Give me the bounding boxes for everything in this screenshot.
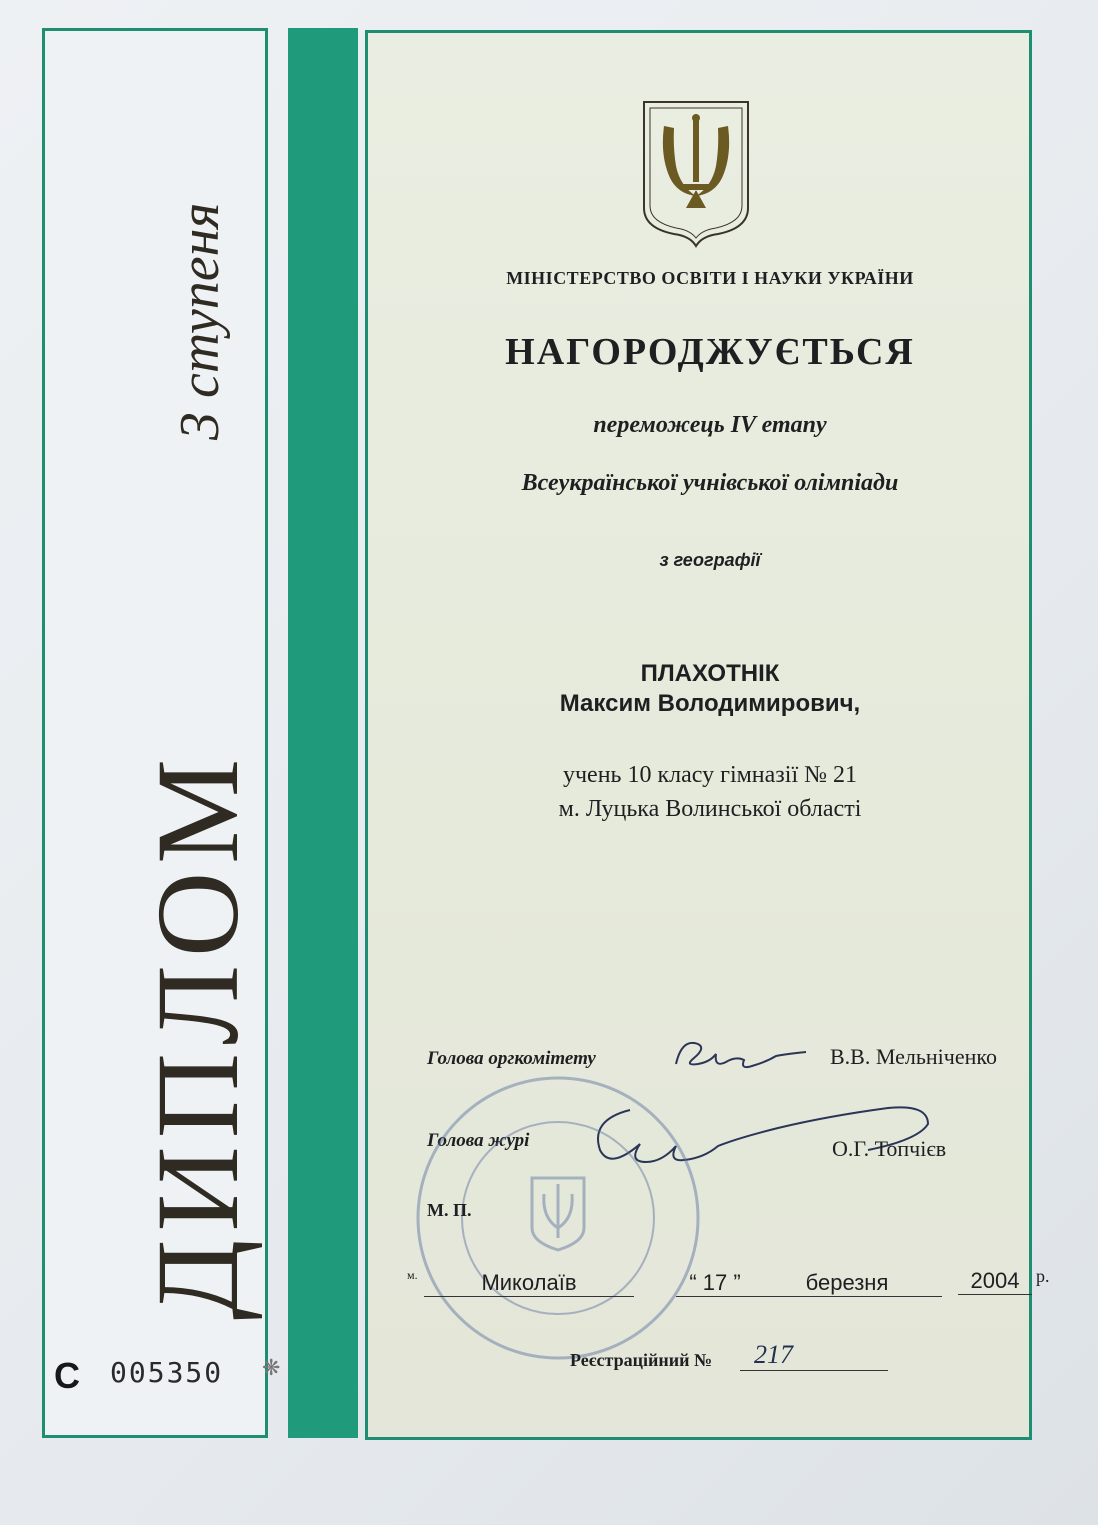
diploma-title: ДИПЛОМ xyxy=(132,750,263,1320)
green-stripe xyxy=(288,28,358,1438)
org-chair-label: Голова оргкомітету xyxy=(427,1048,596,1069)
recipient-surname: ПЛАХОТНІК xyxy=(640,660,780,687)
pupil-city-line: м. Луцька Волинської області xyxy=(558,796,862,822)
pupil-school-line: учень 10 класу гімназії № 21 xyxy=(562,762,858,788)
diploma-degree: 3 ступеня xyxy=(169,202,231,440)
city-field: Миколаїв xyxy=(424,1270,634,1297)
awarded-heading: НАГОРОДЖУЄТЬСЯ xyxy=(505,331,915,373)
subject-text: з географії xyxy=(659,550,761,570)
recipient-name: Максим Володимирович, xyxy=(559,690,861,717)
registration-label: Реєстраційний № xyxy=(570,1350,713,1370)
jury-chair-label: Голова журі xyxy=(427,1130,530,1151)
serial-number: 005350 xyxy=(110,1356,224,1389)
series-letter: С xyxy=(54,1355,80,1396)
city-prefix: м. xyxy=(407,1268,418,1282)
coat-of-arms-icon xyxy=(640,98,752,248)
org-chair-name: В.В. Мельніченко xyxy=(830,1044,997,1069)
month-field: березня xyxy=(752,1270,942,1297)
year-field: 2004 xyxy=(958,1268,1032,1295)
day-field: “ 17 ” xyxy=(676,1270,754,1297)
olympiad-text: Всеукраїнської учнівської олімпіади xyxy=(521,470,899,496)
jury-chair-name: О.Г. Топчієв xyxy=(832,1136,947,1161)
ornament-icon: ❋ xyxy=(262,1355,281,1380)
winner-stage-text: переможець IV етапу xyxy=(593,412,827,438)
seal-place-label: М. П. xyxy=(427,1200,472,1220)
year-suffix: р. xyxy=(1036,1266,1050,1286)
registration-number: 217 xyxy=(740,1340,888,1371)
ministry-heading: МІНІСТЕРСТВО ОСВІТИ І НАУКИ УКРАЇНИ xyxy=(506,268,914,288)
